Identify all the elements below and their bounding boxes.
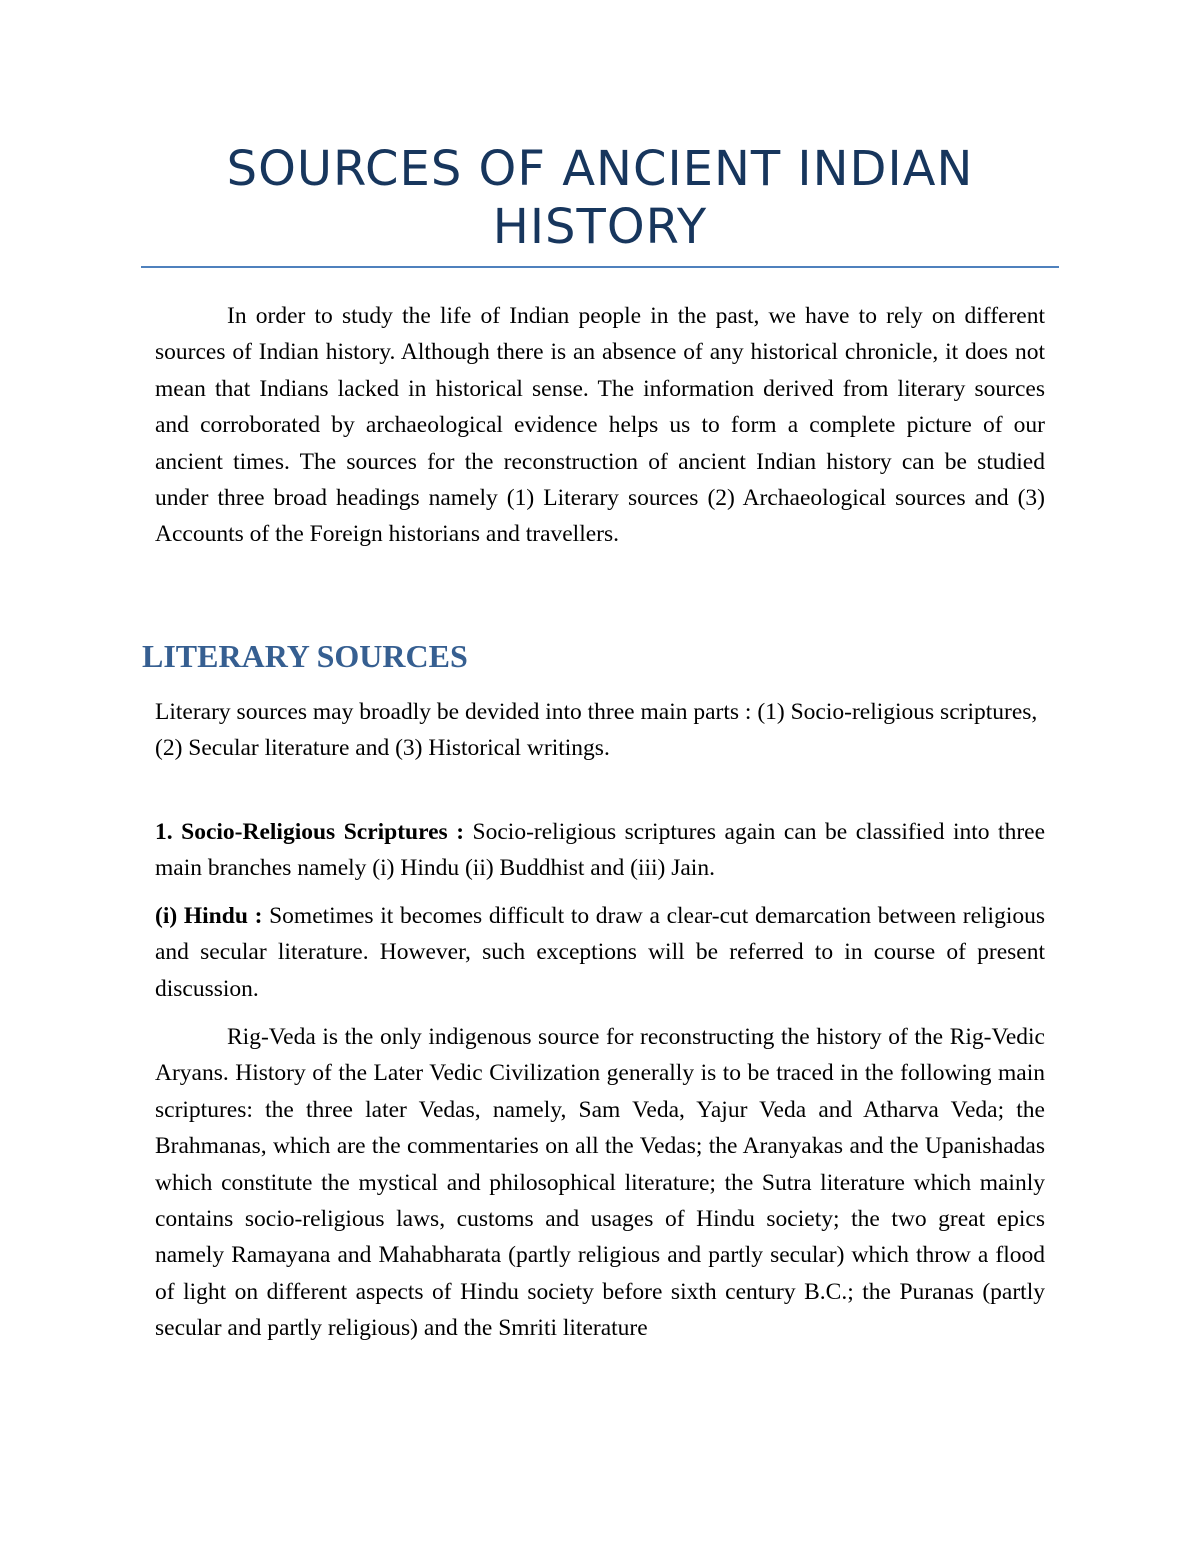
hindu-text: Sometimes it becomes difficult to draw a clear-cut demarcation between religious and secular literature. However, such exceptions will be referred to in course of present discussion. (155, 903, 1045, 1002)
literary-intro-line-1: Literary sources may broadly be devided into three main parts : (1) Socio-religious scriptures, (155, 699, 1038, 725)
section-heading-literary-sources: LITERARY SOURCES (142, 638, 468, 674)
page-title (140, 140, 1060, 256)
page-title-line-1: SOURCES OF ANCIENT INDIAN (226, 141, 974, 197)
page-title-line-2: HISTORY (492, 199, 708, 255)
intro-paragraph: In order to study the life of Indian people in the past, we have to rely on different sources of Indian history. Although there is an absence of any historical chronicle, it does not mean that Indians lacked in historical sense. The information derived from literary sources and corroborated by archaeological evidence helps us to form a complete picture of our ancient times. The sources for the reconstruction of ancient Indian history can be studied under three broad headings namely (1) Literary sources (2) Archaeological sources and (3) Accounts of the Foreign historians and travellers. (155, 303, 1045, 548)
socio-religious-paragraph (155, 814, 1045, 887)
title-divider (141, 266, 1059, 268)
literary-intro-paragraph (155, 694, 1045, 767)
literary-intro-line-2: (2) Secular literature and (3) Historical writings. (155, 735, 610, 762)
socio-religious-label: 1. Socio-Religious Scriptures : (155, 819, 465, 845)
hindu-label: (i) Hindu : (155, 903, 263, 929)
socio-religious-text: Socio-religious scriptures again can be classified into three main branches namely (i) Hindu (ii) Buddhist and (iii) Jain. (155, 819, 1046, 882)
rig-veda-paragraph: Rig-Veda is the only indigenous source for reconstructing the history of the Rig-Vedic Aryans. History of the Later Vedic Civilization generally is to be traced in the following main scriptures: the three later Vedas, namely, Sam Veda, Yajur Veda and Atharva Veda; the Brahmanas, which are the commentaries on all the Vedas; the Aranyakas and the Upanishadas which constitute the mystical and philosophical literature; the Sutra literature which mainly contains socio-religious laws, customs and usages of Hindu society; the two great epics namely Ramayana and Mahabharata (partly religious and partly secular) which throw a flood of light on different aspects of Hindu society before sixth century B.C.; the Puranas (partly secular and partly religious) and the Smriti literature (155, 1024, 1045, 1342)
hindu-paragraph (155, 898, 1045, 1007)
